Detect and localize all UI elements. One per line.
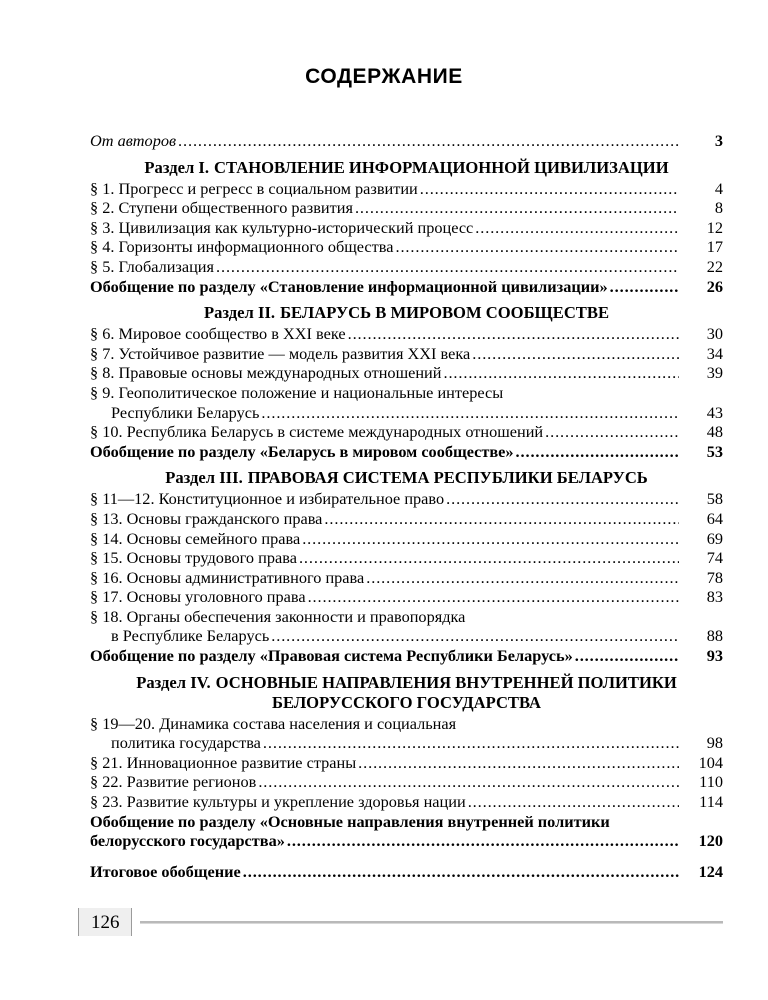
toc-entry-page: 43 (706, 402, 723, 422)
toc-entry-label: § 11—12. Конституционное и избирательное право (90, 489, 445, 509)
toc-entry-page: 58 (706, 489, 723, 509)
dot-leader (302, 532, 679, 548)
page-footer (78, 908, 723, 938)
dot-leader (178, 134, 679, 150)
toc-entry-page: 4 (714, 178, 723, 198)
section-name-line2: БЕЛОРУССКОГО ГОСУДАРСТВА (272, 692, 541, 712)
toc-entry-label: § 22. Развитие регионов (90, 772, 257, 792)
toc-entry[interactable] (90, 324, 723, 344)
toc-entry-continuation[interactable] (90, 403, 723, 423)
toc-entry-label: § 6. Мировое сообщество в XXI веке (90, 324, 346, 344)
page-number-box (78, 908, 132, 936)
toc-entry[interactable] (90, 529, 723, 549)
dot-leader (263, 737, 679, 753)
toc-entry[interactable] (90, 714, 723, 734)
dot-leader (545, 425, 679, 441)
toc-entry[interactable] (90, 509, 723, 529)
toc-entry-page: 39 (706, 363, 723, 383)
toc-entry-page: 8 (714, 198, 723, 218)
toc-entry-summary[interactable] (90, 277, 723, 297)
toc-entry-label: § 14. Основы семейного права (90, 528, 301, 548)
dot-leader (443, 367, 679, 383)
toc-entry[interactable] (90, 587, 723, 607)
toc-entry[interactable] (90, 548, 723, 568)
toc-entry-page: 53 (706, 441, 723, 461)
toc-entry[interactable] (90, 257, 723, 277)
toc-entry-label: § 8. Правовые основы международных отношений (90, 363, 442, 383)
dot-leader (348, 327, 679, 343)
section-name: БЕЛАРУСЬ В МИРОВОМ СООБЩЕСТВЕ (280, 303, 610, 323)
table-of-contents (90, 131, 723, 881)
toc-entry-label: Обобщение по разделу «Беларусь в мировом сообществе» (90, 441, 514, 461)
toc-entry-label: § 5. Глобализация (90, 256, 215, 276)
toc-entry-final-summary[interactable] (90, 862, 723, 882)
toc-entry-page: 98 (706, 733, 723, 753)
dot-leader (612, 815, 679, 831)
section-heading-4 (90, 673, 723, 713)
toc-entry[interactable] (90, 383, 723, 403)
dot-leader (271, 630, 679, 646)
toc-entry-page: 22 (706, 256, 723, 276)
page-title: СОДЕРЖАНИЕ (305, 65, 463, 88)
footer-rule (140, 921, 723, 924)
toc-entry-label: Итоговое обобщение (90, 861, 241, 881)
toc-entry-label: в Республике Беларусь (111, 626, 270, 646)
dot-leader (467, 610, 679, 626)
toc-entry[interactable] (90, 344, 723, 364)
toc-entry-front-matter[interactable] (90, 131, 723, 151)
toc-entry-label: § 23. Развитие культуры и укрепление здоровья нации (90, 792, 466, 812)
toc-entry-page: 17 (706, 237, 723, 257)
toc-entry-continuation[interactable] (90, 733, 723, 753)
dot-leader (355, 201, 679, 217)
toc-entry-label: Республики Беларусь (111, 402, 260, 422)
toc-entry-label: Обобщение по разделу «Становление информационной цивилизации» (90, 276, 608, 296)
toc-entry-label: § 9. Геополитическое положение и национальные интересы (90, 382, 504, 402)
dot-leader (216, 260, 679, 276)
dot-leader (420, 182, 679, 198)
toc-entry-label: § 3. Цивилизация как культурно-исторический процесс (90, 217, 474, 237)
toc-entry[interactable] (90, 753, 723, 773)
toc-entry[interactable] (90, 772, 723, 792)
dot-leader (516, 445, 679, 461)
dot-leader (472, 347, 679, 363)
dot-leader (243, 865, 679, 881)
toc-entry[interactable] (90, 198, 723, 218)
toc-entry-label: § 4. Горизонты информационного общества (90, 237, 394, 257)
toc-entry-label: белорусского государства» (90, 831, 285, 851)
toc-entry-label: § 16. Основы административного права (90, 567, 365, 587)
dot-leader (324, 512, 679, 528)
toc-entry-page: 12 (706, 217, 723, 237)
section-number: Раздел III. (165, 468, 243, 488)
toc-entry-page: 74 (706, 548, 723, 568)
toc-entry[interactable] (90, 489, 723, 509)
toc-entry-page: 69 (706, 528, 723, 548)
toc-entry-page: 120 (698, 831, 723, 851)
toc-entry-summary-continuation[interactable] (90, 831, 723, 851)
section-heading-1 (90, 158, 723, 178)
toc-entry-label: политика государства (111, 733, 261, 753)
toc-entry-continuation[interactable] (90, 626, 723, 646)
section-heading-3 (90, 468, 723, 488)
toc-entry-label: § 13. Основы гражданского права (90, 508, 323, 528)
toc-entry[interactable] (90, 792, 723, 812)
dot-leader (475, 221, 679, 237)
dot-leader (299, 551, 679, 567)
toc-entry-page: 64 (706, 508, 723, 528)
toc-entry-label: § 10. Республика Беларусь в системе международных отношений (90, 422, 544, 442)
toc-entry-label: § 19—20. Динамика состава населения и социальная (90, 713, 457, 733)
section-number: Раздел II. (203, 303, 276, 323)
toc-entry-label: Обобщение по разделу «Правовая система Республики Беларусь» (90, 646, 573, 666)
toc-entry-page: 124 (698, 861, 723, 881)
toc-entry-summary[interactable] (90, 812, 723, 832)
toc-entry[interactable] (90, 568, 723, 588)
toc-entry-summary[interactable] (90, 442, 723, 462)
toc-entry-page: 34 (706, 343, 723, 363)
section-name: СТАНОВЛЕНИЕ ИНФОРМАЦИОННОЙ ЦИВИЛИЗАЦИИ (214, 157, 669, 177)
toc-entry-label: Обобщение по разделу «Основные направления внутренней политики (90, 811, 610, 831)
toc-entry-page: 78 (706, 567, 723, 587)
dot-leader (610, 280, 679, 296)
toc-entry-summary[interactable] (90, 646, 723, 666)
section-number: Раздел I. (144, 157, 210, 177)
toc-entry[interactable] (90, 422, 723, 442)
dot-leader (358, 756, 679, 772)
dot-leader (258, 776, 679, 792)
dot-leader (575, 649, 679, 665)
toc-entry[interactable] (90, 607, 723, 627)
toc-entry-label: § 21. Инновационное развитие страны (90, 752, 357, 772)
toc-entry-page: 110 (699, 772, 723, 792)
dot-leader (366, 571, 679, 587)
toc-entry[interactable] (90, 179, 723, 199)
toc-entry-label: От авторов (90, 131, 177, 150)
toc-entry-page: 30 (706, 324, 723, 344)
section-name: ОСНОВНЫЕ НАПРАВЛЕНИЯ ВНУТРЕННЕЙ ПОЛИТИКИ (215, 672, 677, 692)
toc-entry-page: 48 (706, 422, 723, 442)
dot-leader (446, 493, 679, 509)
toc-entry-page: 26 (706, 276, 723, 296)
section-name: ПРАВОВАЯ СИСТЕМА РЕСПУБЛИКИ БЕЛАРУСЬ (247, 468, 648, 488)
toc-entry-label: § 1. Прогресс и регресс в социальном развитии (90, 178, 418, 198)
toc-entry-label: § 15. Основы трудового права (90, 548, 297, 568)
toc-entry-label: § 18. Органы обеспечения законности и правопорядка (90, 606, 466, 626)
toc-entry-label: § 7. Устойчивое развитие — модель развития XXI века (90, 343, 471, 363)
dot-leader (261, 406, 679, 422)
dot-leader (458, 717, 679, 733)
footer-page-number: 126 (91, 911, 120, 933)
toc-entry-label: § 17. Основы уголовного права (90, 587, 306, 607)
section-number: Раздел IV. (136, 672, 211, 692)
toc-entry[interactable] (90, 237, 723, 257)
toc-entry-label: § 2. Ступени общественного развития (90, 198, 353, 218)
section-heading-2 (90, 303, 723, 323)
dot-leader (308, 591, 679, 607)
toc-entry-page: 3 (714, 131, 723, 150)
toc-entry-page: 104 (698, 752, 723, 772)
dot-leader (505, 386, 679, 402)
toc-entry-page: 93 (706, 646, 723, 666)
toc-entry-page: 88 (706, 626, 723, 646)
dot-leader (395, 241, 679, 257)
toc-entry[interactable] (90, 218, 723, 238)
toc-entry-page: 83 (706, 587, 723, 607)
dot-leader (287, 835, 679, 851)
spacer (90, 851, 723, 862)
toc-entry[interactable] (90, 363, 723, 383)
toc-entry-page: 114 (699, 792, 723, 812)
dot-leader (468, 795, 679, 811)
